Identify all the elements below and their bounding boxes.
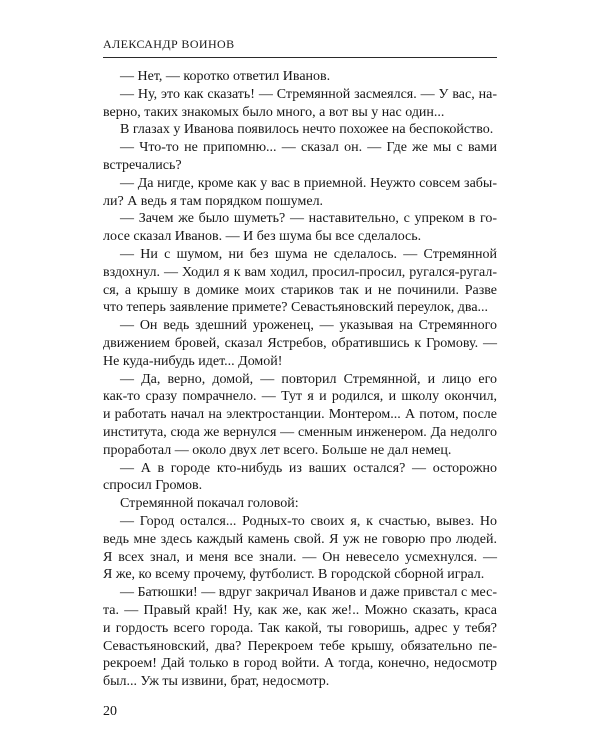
paragraph xyxy=(103,495,497,513)
paragraph xyxy=(103,68,497,86)
text-line: ли? А ведь я там порядком пошумел. xyxy=(103,193,324,209)
text-line: Я же, ко всему прочему, футболист. В городской сборной играл. xyxy=(103,567,485,583)
text-line: — Ни с шумом, ни без шума не сделалось. — Стремянной xyxy=(120,246,497,262)
text-line: ся, а крышу в домике моих стариков так и не починили. Разве xyxy=(103,282,497,298)
paragraph xyxy=(103,86,497,122)
paragraph xyxy=(103,210,497,246)
text-line: — Зачем же было шуметь? — наставительно, с упреком в го- xyxy=(120,211,497,227)
paragraph xyxy=(103,584,497,691)
paragraph xyxy=(103,513,497,584)
text-line: та. — Правый край! Ну, как же, как же!.. Можно сказать, краса xyxy=(103,602,497,618)
paragraph xyxy=(103,121,497,139)
text-line: рекроем! Дай только в город войти. А тогда, конечно, недосмотр xyxy=(103,656,497,672)
text-line: спросил Громов. xyxy=(103,478,203,494)
text-line: и работать начал на электростанции. Монтером... А потом, после xyxy=(103,407,497,423)
paragraph xyxy=(103,246,497,317)
text-line: верно, таких знакомых было много, а вот вы у нас один... xyxy=(103,104,445,120)
running-head: АЛЕКСАНДР ВОИНОВ xyxy=(103,37,235,51)
text-line: — Что-то не припомню... — сказал он. — Где же мы с вами xyxy=(120,140,497,156)
text-line: — Да, верно, домой, — повторил Стремянной, и лицо его xyxy=(120,371,497,387)
paragraph xyxy=(103,317,497,370)
text-line: Не куда-нибудь идет... Домой! xyxy=(103,353,283,369)
paragraph xyxy=(103,175,497,211)
text-line: Стремянной покачал головой: xyxy=(120,496,299,512)
text-line: встречались? xyxy=(103,157,182,173)
text-line: был... Уж ты извини, брат, недосмотр. xyxy=(103,674,330,690)
page-number: 20 xyxy=(103,704,117,719)
text-line: — Ну, это как сказать! — Стремянной засмеялся. — У вас, на- xyxy=(120,86,497,102)
text-line: — А в городе кто-нибудь из ваших остался? — осторожно xyxy=(120,460,497,476)
paragraph xyxy=(103,371,497,460)
text-line: что теперь заявление примете? Севастьяновский переулок, два... xyxy=(103,300,489,316)
text-line: — Город остался... Родных-то своих я, к счастью, вывез. Но xyxy=(120,513,497,529)
text-line: проработал — около двух лет всего. Больше не дал немец. xyxy=(103,442,452,458)
text-line: Я всех знал, и меня все знали. — Он невесело усмехнулся. — xyxy=(103,549,497,565)
text-line: В глазах у Иванова появилось нечто похожее на беспокойство. xyxy=(120,122,494,138)
header-rule xyxy=(103,57,497,58)
text-line: института, сюда же вернулся — сменным инженером. Да недолго xyxy=(103,424,497,440)
body-text xyxy=(103,68,497,691)
text-line: как-то сразу помрачнело. — Тут я и родился, и школу окончил, xyxy=(103,389,497,405)
text-line: и гордость всего города. Так какой, ты говоришь, адрес у тебя? xyxy=(103,620,497,636)
text-line: лосе сказал Иванов. — И без шума бы все сделалось. xyxy=(103,229,422,245)
text-line: Севастьяновский, два? Перекроем тебе крышу, обязательно пе- xyxy=(103,638,497,654)
text-line: — Да нигде, кроме как у вас в приемной. Неужто совсем забы- xyxy=(120,175,497,191)
text-line: вздохнул. — Ходил я к вам ходил, просил-просил, ругался-ругал- xyxy=(103,264,497,280)
text-line: — Он ведь здешний уроженец, — указывая на Стремянного xyxy=(120,318,497,334)
paragraph xyxy=(103,460,497,496)
paragraph xyxy=(103,139,497,175)
text-line: — Нет, — коротко ответил Иванов. xyxy=(120,69,331,84)
text-line: — Батюшки! — вдруг закричал Иванов и даже привстал с мес- xyxy=(120,585,497,601)
text-line: ведь мне здесь каждый камень свой. Я уж не говорю про людей. xyxy=(103,531,497,547)
text-line: движением бровей, сказал Ястребов, обратившись к Громову. — xyxy=(103,335,497,351)
